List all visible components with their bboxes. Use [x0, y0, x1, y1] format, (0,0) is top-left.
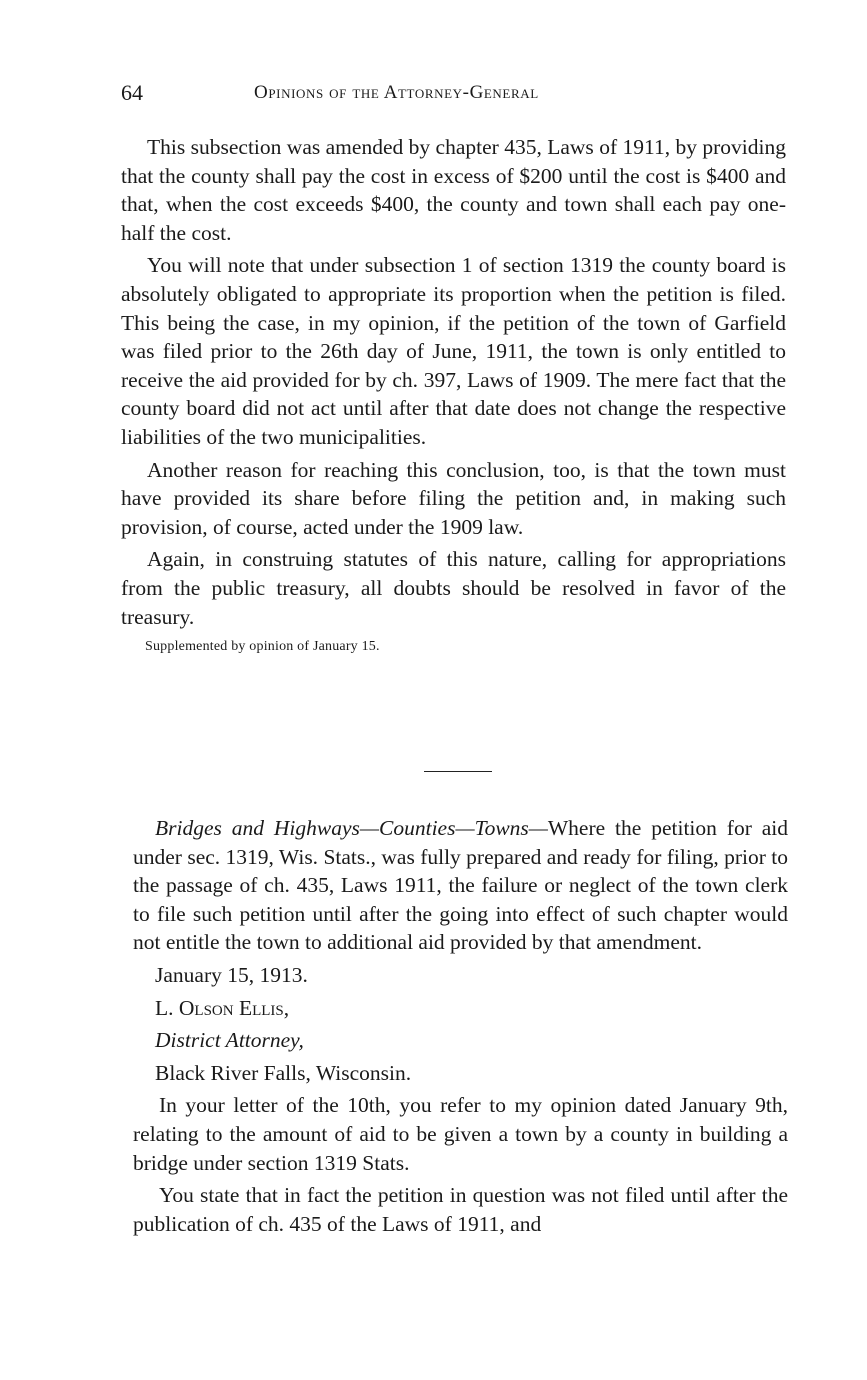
- paragraph: Again, in construing statutes of this nature, calling for appropriations from the public treasury, all doubts should be resolved in favor of the treasury.: [121, 547, 786, 629]
- supplement-note: Supplemented by opinion of January 15.: [145, 639, 380, 655]
- paragraph: In your letter of the 10th, you refer to my opinion dated January 9th, relating to the amount of aid to be given a town by a county in building a bridge under section 1319 Stats.: [133, 1093, 788, 1175]
- addressee-name: L. Olson Ellis,: [155, 995, 290, 1020]
- addressee-title: District Attorney,: [155, 1028, 304, 1053]
- section-divider: [424, 771, 492, 772]
- headnote: [133, 814, 788, 957]
- addressee-place: Black River Falls, Wisconsin.: [155, 1060, 412, 1085]
- paragraph: You will note that under subsection 1 of section 1319 the county board is absolutely obligated to appropriate its proportion when the petition is filed. This being the case, in my opinion, if the petition of the town of Garfield was filed prior to the 26th day of June, 1911, the town is only entitled to receive the aid provided for by ch. 397, Laws of 1909. The mere fact that the county board did not act until after that date does not change the respective liabilities of the two municipalities.: [121, 253, 786, 449]
- headnote-summary: Where the petition for aid under sec. 1319, Wis. Stats., was fully prepared and ready for filing, prior to the passage of ch. 435, Laws 1911, the failure or neglect of the town clerk to file such petition until after the going into effect of such chapter would not entitle the town to additional aid provided by that amendment.: [133, 816, 788, 955]
- paragraph: Another reason for reaching this conclusion, too, is that the town must have provided its share before filing the petition and, in making such provision, of course, acted under the 1909 law.: [121, 457, 786, 539]
- page-number: 64: [121, 80, 143, 105]
- opinion-one-continuation: [121, 133, 786, 661]
- opinion-date: January 15, 1913.: [155, 962, 308, 987]
- opinion-two: [133, 814, 788, 1242]
- paragraph: This subsection was amended by chapter 435, Laws of 1911, by providing that the county shall pay the cost in excess of $200 until the cost is $400 and that, when the cost exceeds $400, the county and town shall each pay one-half the cost.: [121, 135, 786, 245]
- running-title: Opinions of the Attorney-General: [254, 82, 539, 103]
- headnote-subject: Bridges and Highways—Counties—Towns—: [155, 816, 548, 840]
- page-header: [121, 80, 781, 110]
- paragraph: You state that in fact the petition in question was not filed until after the publication of ch. 435 of the Laws of 1911, and: [133, 1183, 788, 1236]
